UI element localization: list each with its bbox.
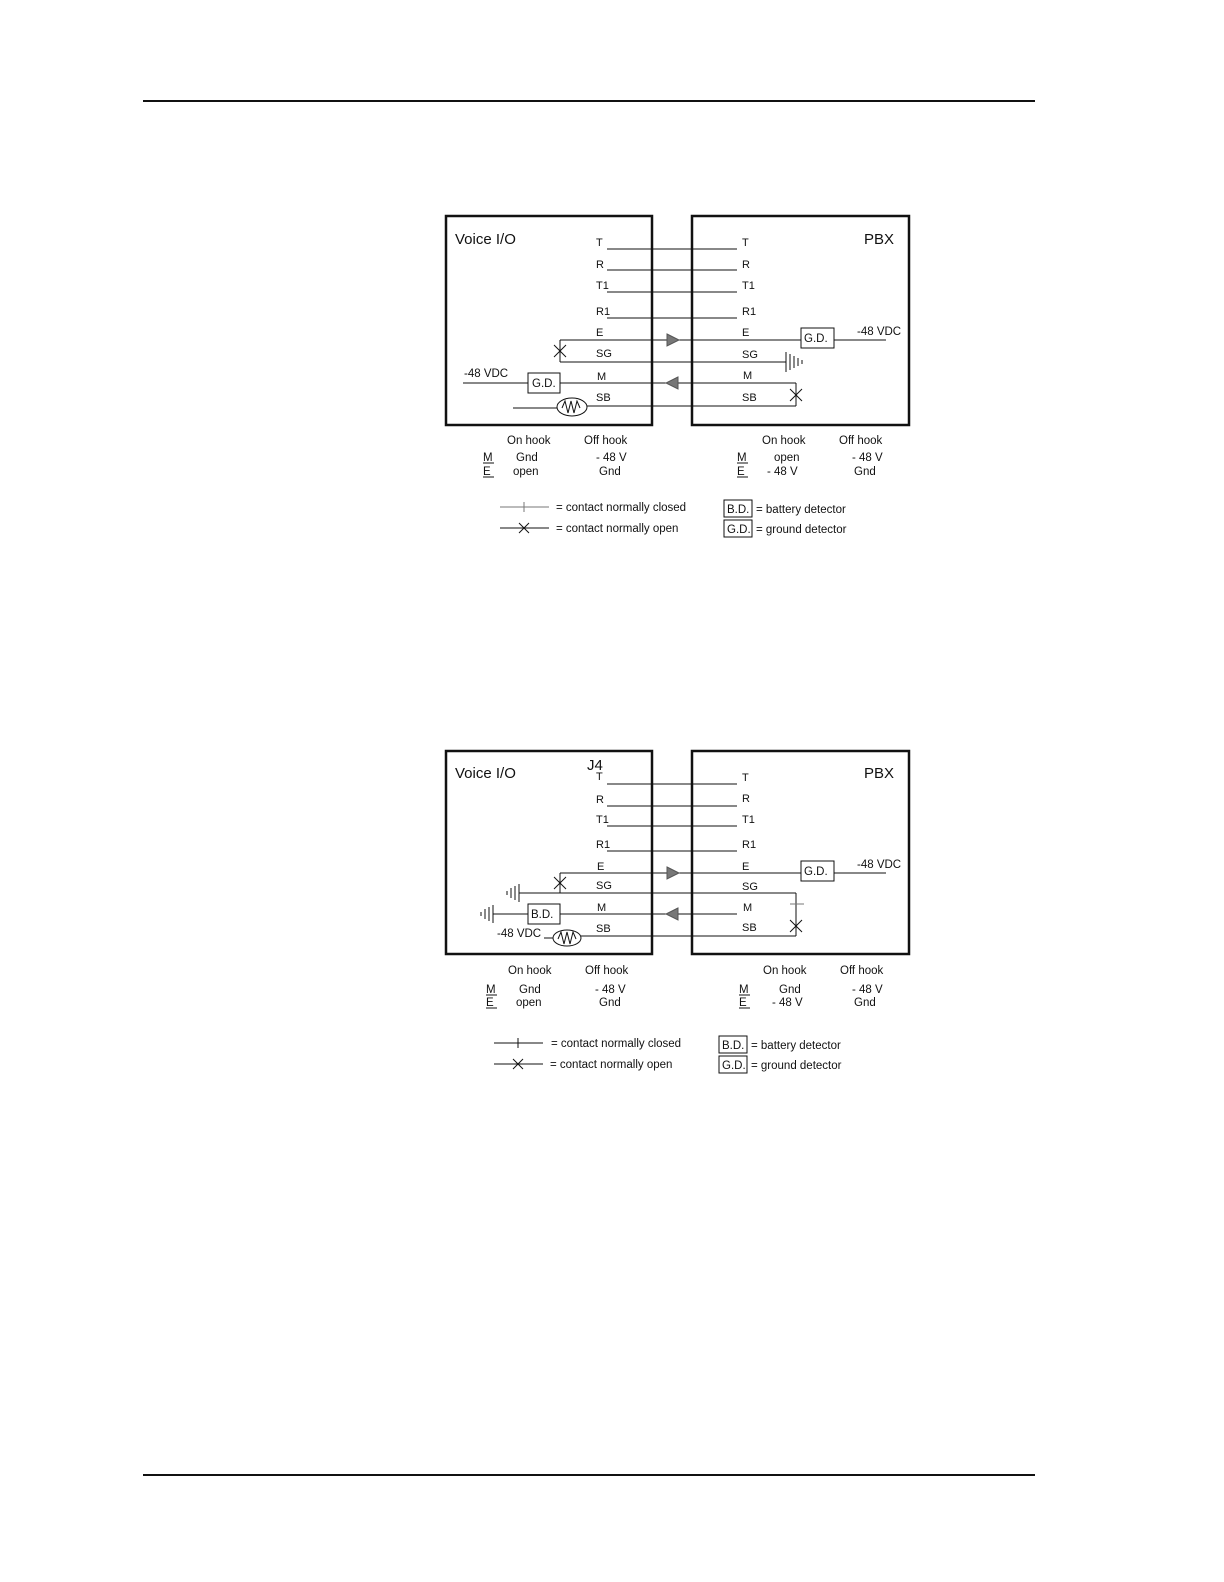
legend-closed-text: = contact normally closed	[551, 1038, 682, 1050]
left-detector-label: G.D.	[532, 378, 556, 390]
e-on-value: - 48 V	[767, 466, 798, 478]
pin-label-sb: SB	[596, 392, 611, 404]
pbx-pin-label-t: T	[742, 772, 749, 784]
e-row-label: E	[486, 997, 494, 1009]
right-voltage-label: -48 VDC	[857, 859, 902, 871]
pbx-pin-label-r: R	[742, 259, 750, 271]
gd-legend-box-label: G.D.	[727, 524, 751, 536]
state-table-right	[739, 965, 884, 1009]
e-row-label: E	[737, 466, 745, 478]
right-voltage-label: -48 VDC	[857, 326, 902, 338]
pbx-label: PBX	[864, 765, 895, 782]
e-on-value: open	[513, 466, 539, 478]
e-row-label: E	[483, 466, 491, 478]
pbx-pin-label-t1: T1	[742, 814, 755, 826]
pin-label-sg: SG	[596, 348, 612, 360]
m-on-value: Gnd	[519, 984, 541, 996]
m-on-value: Gnd	[779, 984, 801, 996]
pbx-pin-label-sg: SG	[742, 349, 758, 361]
pbx-pin-label-e: E	[742, 861, 750, 873]
pin-label-r: R	[596, 259, 604, 271]
pbx-pin-label-sg: SG	[742, 881, 758, 893]
right-detector-label: G.D.	[804, 333, 828, 345]
pin-label-sg: SG	[596, 880, 612, 892]
pbx-label: PBX	[864, 231, 895, 248]
e-off-value: Gnd	[599, 997, 621, 1009]
pin-label-e: E	[596, 327, 604, 339]
m-on-value: open	[774, 452, 800, 464]
e-row-label: E	[739, 997, 747, 1009]
pin-label-r1: R1	[596, 306, 611, 318]
m-row-label: M	[739, 984, 749, 996]
m-off-value: - 48 V	[852, 984, 883, 996]
on-hook-header: On hook	[508, 965, 552, 977]
m-on-value: Gnd	[516, 452, 538, 464]
m-off-value: - 48 V	[596, 452, 627, 464]
pin-label-t: T	[596, 771, 603, 783]
pin-label-sb: SB	[596, 923, 611, 935]
bd-legend-text: = battery detector	[756, 504, 846, 516]
arrow-left-icon	[666, 377, 678, 389]
voice-io-label: Voice I/O	[455, 765, 516, 782]
pin-label-m: M	[597, 371, 607, 383]
signal-wires	[607, 249, 737, 318]
resistor-icon	[553, 930, 581, 946]
pbx-pin-label-m: M	[743, 902, 753, 914]
pin-label-r1: R1	[596, 839, 611, 851]
pbx-pin-label-e: E	[742, 327, 750, 339]
pbx-pin-label-r: R	[742, 793, 750, 805]
m-row-label: M	[483, 452, 493, 464]
bd-legend-box-label: B.D.	[722, 1040, 745, 1052]
pbx-pin-label-r1: R1	[742, 306, 757, 318]
state-table-left	[486, 965, 629, 1009]
pin-label-e: E	[597, 861, 605, 873]
pbx-pin-label-t1: T1	[742, 280, 755, 292]
gd-legend-text: = ground detector	[756, 524, 847, 536]
bd-legend-box-label: B.D.	[727, 504, 750, 516]
legend-open-text: = contact normally open	[556, 523, 679, 535]
state-table-left	[483, 435, 628, 478]
diagram-2	[446, 751, 909, 1073]
left-voltage-label: -48 VDC	[497, 928, 542, 940]
pbx-pin-label-r1: R1	[742, 839, 757, 851]
m-row-label: M	[486, 984, 496, 996]
off-hook-header: Off hook	[584, 435, 628, 447]
gd-legend-box-label: G.D.	[722, 1060, 746, 1072]
ground-icon	[481, 905, 493, 923]
m-off-value: - 48 V	[852, 452, 883, 464]
pbx-pin-label-t: T	[742, 237, 749, 249]
legend-closed-text: = contact normally closed	[556, 502, 687, 514]
state-table-right	[737, 435, 883, 478]
e-on-value: - 48 V	[772, 997, 803, 1009]
m-row-label: M	[737, 452, 747, 464]
voice-io-label: Voice I/O	[455, 231, 516, 248]
right-detector-label: G.D.	[804, 866, 828, 878]
ground-icon	[507, 884, 519, 902]
pbx-pin-label-sb: SB	[742, 922, 757, 934]
off-hook-header: Off hook	[585, 965, 629, 977]
off-hook-header: Off hook	[839, 435, 883, 447]
e-off-value: Gnd	[854, 997, 876, 1009]
bd-legend-text: = battery detector	[751, 1040, 841, 1052]
legend	[494, 1036, 842, 1073]
left-voltage-label: -48 VDC	[464, 368, 509, 380]
on-hook-header: On hook	[762, 435, 806, 447]
on-hook-header: On hook	[763, 965, 807, 977]
pin-label-m: M	[597, 902, 607, 914]
arrow-right-icon	[667, 867, 679, 879]
legend	[500, 500, 847, 537]
on-hook-header: On hook	[507, 435, 551, 447]
e-on-value: open	[516, 997, 542, 1009]
arrow-right-icon	[667, 334, 679, 346]
ground-icon	[786, 352, 802, 372]
pin-label-t: T	[596, 237, 603, 249]
pin-label-t1: T1	[596, 280, 609, 292]
diagram-1	[446, 216, 909, 537]
left-detector-label: B.D.	[531, 909, 554, 921]
connector-label: J4	[587, 757, 603, 774]
pin-label-r: R	[596, 794, 604, 806]
m-off-value: - 48 V	[595, 984, 626, 996]
gd-legend-text: = ground detector	[751, 1060, 842, 1072]
e-off-value: Gnd	[599, 466, 621, 478]
signal-wires	[607, 784, 737, 851]
off-hook-header: Off hook	[840, 965, 884, 977]
pin-label-t1: T1	[596, 814, 609, 826]
pbx-pin-label-m: M	[743, 370, 753, 382]
pbx-pin-label-sb: SB	[742, 392, 757, 404]
e-off-value: Gnd	[854, 466, 876, 478]
arrow-left-icon	[666, 908, 678, 920]
legend-open-text: = contact normally open	[550, 1059, 673, 1071]
resistor-icon	[557, 398, 587, 416]
